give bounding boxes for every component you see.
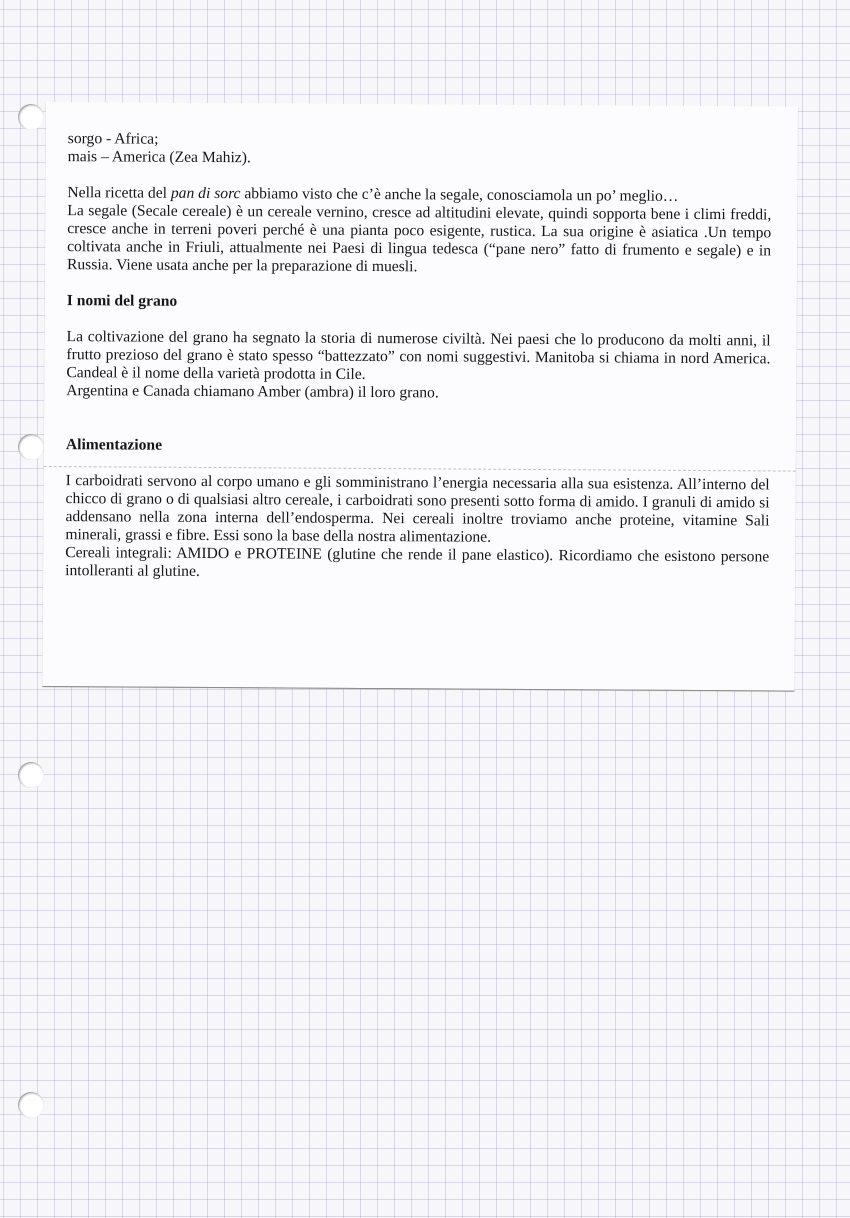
origin-line-mais: mais – America (Zea Mahiz). bbox=[67, 148, 251, 167]
origin-line-sorgo: sorgo - Africa; bbox=[67, 130, 159, 148]
section-heading-nomi: I nomi del grano bbox=[66, 292, 178, 310]
alimentazione-paragraph: I carboidrati servono al corpo umano e gli somministrano l’energia necessaria alla sua esistenza. All’interno del chicco di grano o di qualsiasi altro cereale, i carboidrati sono presenti sotto forma di amido. I granuli di amido si addensano nella zona interna dell’endosperma. Nei cereali inoltre troviamo anche proteine, vitamine Sali minerali, grassi e fibre. Essi sono la base della nostra alimentazione. bbox=[65, 472, 770, 546]
binder-hole bbox=[18, 1092, 44, 1118]
cereali-integrali-paragraph: Cereali integrali: AMIDO e PROTEINE (glutine che rende il pane elastico). Ricordiamo che esistono persone intolleranti al glutine. bbox=[65, 544, 770, 580]
nomi-paragraph: La coltivazione del grano ha segnato la storia di numerose civiltà. Nei paesi che lo producono da molti anni, il frutto prezioso del grano è stato spesso “battezzato” con nomi suggestivi. Manitoba si chiama in nord America. Candeal è il nome della varietà prodotta in Cile. bbox=[66, 328, 771, 383]
binder-hole bbox=[18, 434, 44, 460]
nomi-last-line: Argentina e Canada chiamano Amber (ambra) il loro grano. bbox=[66, 382, 439, 402]
pan-di-sorc-italic: pan di sorc bbox=[170, 184, 241, 203]
binder-hole bbox=[18, 762, 44, 788]
pasted-printed-sheet bbox=[42, 102, 798, 691]
segale-paragraph: La segale (Secale cereale) è un cereale vernino, cresce ad altitudini elevate, quindi sopporta bene i climi freddi, cresce anche in terreni poveri perché è una pianta poco esigente, rustica. La sua origine è asiatica .Un tempo coltivata anche in Friuli, attualmente nei Paesi di lingua tedesca (“pane nero” fatto di frumento e segale) e in Russia. Viene usata anche per la preparazione di muesli. bbox=[66, 202, 772, 276]
document-body bbox=[65, 130, 772, 584]
section-heading-alimentazione: Alimentazione bbox=[65, 436, 163, 454]
binder-hole bbox=[18, 104, 44, 130]
segale-intro: Nella ricetta del pan di sorc abbiamo visto che c’è anche la segale, conosciamola un po’ meglio… bbox=[67, 184, 679, 205]
